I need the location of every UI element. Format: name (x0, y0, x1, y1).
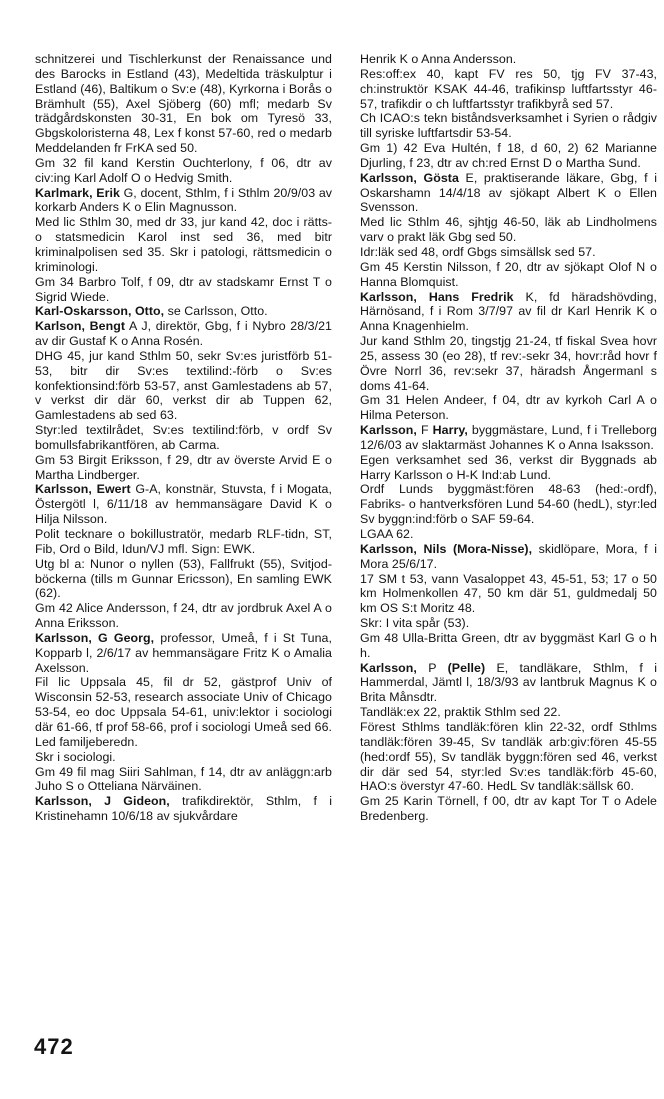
entry-paragraph (360, 111, 657, 141)
entry-text: schnitzerei und Tischlerkunst der Renaissance und des Barocks in Estland (43), Medeltida träskulptur i Estland (46), Baltikum o Sv:e (48), Kyrkorna i Borås o Brämhult (55), Axel Sjöberg (60) mfl; medarb Sv trädgårdskonsten 30-31, En bok om Tyresö 33, Gbgskoloristerna 48, Lex f konst 57-60, red o medarb Meddelanden fr FrKA sed 50. (35, 52, 332, 156)
entry-text: Ch ICAO:s tekn biståndsverksamhet i Syrien o rådgiv till syriske luftfartsdir 53-54. (360, 111, 657, 141)
entry-paragraph (35, 675, 332, 749)
entry-text: Skr: I vita spår (53). (360, 616, 470, 631)
entry-name: Karlsson, Ewert (35, 482, 131, 497)
entry-text: E, praktiserande läkare, Gbg, f i Oskarshamn 14/4/18 av sjökapt Albert K o Ellen Svensson. (360, 170, 658, 215)
entry-text: Med lic Sthlm 46, sjhtjg 46-50, läk ab Lindholmens varv o prakt läk Gbg sed 50. (360, 215, 657, 245)
biography-entry (360, 542, 657, 572)
biography-entry (35, 319, 332, 349)
entry-paragraph (35, 275, 332, 305)
entry-text: trafikdirektör, Sthlm, f i Kristinehamn 10/6/18 av sjukvårdare (35, 794, 333, 824)
page-number: 472 (34, 1034, 74, 1059)
entry-text: Gm 48 Ulla-Britta Green, dtr av byggmäst Karl G o h h. (360, 630, 657, 660)
entry-name: Karlmark, Erik (35, 185, 120, 200)
entry-text: LGAA 62. (360, 527, 414, 541)
entry-name: Karlson, Bengt (35, 319, 126, 334)
entry-text: Utg bl a: Nunor o nyllen (53), Fallfrukt (55), Svitjod-böckerna (tills m Gunnar Ericsson), En samling EWK (62). (35, 556, 332, 601)
entry-paragraph (35, 557, 332, 602)
entry-paragraph (35, 765, 332, 795)
entry-text: E, tandläkare, Sthlm, f i Hammerdal, Jämtl l, 18/3/93 av lantbruk Magnus K o Brita Månsdtr. (360, 660, 657, 705)
entry-paragraph (35, 215, 332, 274)
entry-text: Ordf Lunds byggmäst:fören 48-63 (hed:-ordf), Fabriks- o hantverksfören Lund 54-60 (hedL), styr:led Sv byggn:ind:förb o SAF 59-64. (360, 482, 657, 527)
biography-entry (35, 304, 332, 319)
biography-entry (360, 171, 657, 216)
entry-text: Gm 45 Kerstin Nilsson, f 20, dtr av sjökapt Olof N o Hanna Blomquist. (360, 259, 657, 289)
entry-paragraph (360, 141, 657, 171)
entry-paragraph (35, 423, 332, 453)
entry-text: Gm 49 fil mag Siiri Sahlman, f 14, dtr av anläggn:arb Juho S o Otteliana Närväinen. (35, 764, 332, 794)
entry-text: Gm 25 Karin Törnell, f 00, dtr av kapt Tor T o Adele Bredenberg. (360, 794, 657, 824)
entry-text: Gm 32 fil kand Kerstin Ouchterlony, f 06, dtr av civ:ing Karl Adolf O o Hedvig Smith. (35, 155, 332, 185)
entry-name: Karl-Oskarsson, Otto, (35, 304, 165, 319)
entry-text: Tandläk:ex 22, praktik Sthlm sed 22. (360, 705, 561, 720)
entry-paragraph (35, 527, 332, 557)
biography-entry (35, 186, 332, 216)
biography-entry (35, 794, 332, 824)
entry-text: G-A, konstnär, Stuvsta, f i Mogata, Östergötl l, 6/11/18 av hemmansägare David K o Hilja Nilsson. (35, 482, 332, 527)
entry-paragraph (35, 601, 332, 631)
entry-text: Styr:led textilrådet, Sv:es textilind:förb, v ordf Sv bomullsfabrikantfören, ab Carma. (35, 423, 332, 452)
entry-text: G, docent, Sthlm, f i Sthlm 20/9/03 av korkarb Anders K o Elin Magnusson. (35, 185, 333, 215)
entry-text: F (416, 423, 433, 438)
entry-paragraph (360, 67, 657, 112)
entry-text: professor, Umeå, f i St Tuna, Kopparb l, 2/6/17 av hemmansägare Fritz K o Amalia Axelsson. (35, 630, 332, 675)
entry-name: Karlsson, Gösta (360, 170, 459, 185)
entry-text: P (416, 660, 448, 675)
entry-text: A J, direktör, Gbg, f i Nybro 28/3/21 av dir Gustaf K o Anna Rosén. (35, 319, 333, 349)
entry-paragraph (35, 453, 332, 483)
left-column (35, 52, 332, 824)
entry-paragraph (35, 156, 332, 186)
entry-paragraph (360, 527, 657, 542)
entry-paragraph (35, 750, 332, 765)
entry-paragraph (360, 334, 657, 393)
biography-entry (360, 661, 657, 706)
entry-paragraph (35, 349, 332, 423)
entry-text: Henrik K o Anna Andersson. (360, 52, 517, 66)
biography-entry (360, 423, 657, 453)
entry-text: Skr i sociologi. (35, 749, 116, 764)
biography-entry (35, 482, 332, 527)
entry-paragraph (360, 245, 657, 260)
entry-text: se Carlsson, Otto. (164, 304, 268, 319)
entry-paragraph (360, 215, 657, 245)
entry-name: Karlsson, (360, 423, 417, 438)
entry-text: skidlöpare, Mora, f i Mora 25/6/17. (360, 541, 657, 571)
entry-name: Karlsson, Hans Fredrik (360, 289, 514, 304)
entry-text: Fil lic Uppsala 45, fil dr 52, gästprof Univ of Wisconsin 52-53, research associate Univ of Chicago 53-54, eo doc Uppsala 54-61, univ:lektor i sociologi där 61-66, tf prof 58-66, prof i sociologi Umeå sed 66. Led familjeberedn. (35, 675, 332, 749)
entry-paragraph (360, 720, 657, 794)
entry-name: Karlsson, J Gideon, (35, 794, 170, 809)
entry-paragraph (360, 631, 657, 661)
entry-text: Förest Sthlms tandläk:fören klin 22-32, ordf Sthlms tandläk:fören 39-45, Sv tandläk arb:giv:fören 45-55 (hed:ordf 55), Sv tandläk byggn:fören sed 46, verkst dir där sed 54, styr:led Sv:es tandläk:förb 45-60, HAO:s överstyr 47-60. HedL Sv tandläk:sällsk 60. (360, 719, 657, 794)
entry-name: Karlsson, Nils (Mora-Nisse), (360, 541, 533, 556)
entry-paragraph (360, 572, 657, 617)
entry-text: Jur kand Sthlm 20, tingstjg 21-24, tf fiskal Svea hovr 25, assess 30 (eo 28), tf rev:-sekr 34, hovr:råd hovr f Övre Norrl 36, rev:sekr 37, häradsh Ångermanl s doms 41-64. (360, 334, 657, 393)
entry-name: (Pelle) (447, 660, 486, 675)
entry-text: Gm 31 Helen Andeer, f 04, dtr av kyrkoh Carl A o Hilma Peterson. (360, 393, 657, 423)
entry-paragraph (360, 482, 657, 527)
entry-paragraph (360, 616, 657, 631)
entry-name: Karlsson, (360, 660, 417, 675)
right-column (360, 52, 657, 824)
entry-text: K, fd häradshövding, Härnösand, f i Rom 3/7/97 av fil dr Karl Henrik K o Anna Knagenhielm. (360, 289, 657, 334)
entry-text: Gm 34 Barbro Tolf, f 09, dtr av stadskamr Ernst T o Sigrid Wiede. (35, 274, 332, 304)
biography-entry (360, 290, 657, 335)
entry-name: Karlsson, G Georg, (35, 630, 155, 645)
entry-paragraph (360, 794, 657, 824)
entry-text: Idr:läk sed 48, ordf Gbgs simsällsk sed 57. (360, 244, 596, 259)
biography-entry (35, 631, 332, 676)
entry-name: Harry, (432, 423, 468, 438)
entry-paragraph (35, 52, 332, 156)
entry-text: Polit tecknare o bokillustratör, medarb RLF-tidn, ST, Fib, Ord o Bild, Idun/VJ mfl. Sign: EWK. (35, 527, 332, 556)
entry-paragraph (360, 260, 657, 290)
entry-paragraph (360, 393, 657, 423)
entry-text: Gm 1) 42 Eva Hultén, f 18, d 60, 2) 62 Marianne Djurling, f 23, dtr av ch:red Ernst D o Martha Sund. (360, 141, 657, 170)
entry-paragraph (360, 52, 657, 67)
entry-paragraph (360, 453, 657, 483)
entry-text: Med lic Sthlm 30, med dr 33, jur kand 42, doc i rätts- o statsmedicin Karol inst sed 36, med bitr kriminalpolisen sed 35. Skr i patologi, rättsmedicin o kriminologi. (35, 215, 332, 274)
entry-text: Gm 53 Birgit Eriksson, f 29, dtr av överste Arvid E o Martha Lindberger. (35, 452, 332, 482)
entry-paragraph (360, 705, 657, 720)
entry-text: 17 SM t 53, vann Vasaloppet 43, 45-51, 53; 17 o 50 km Holmenkollen 47, 50 km där 51, guldmedalj 50 km OS S:t Moritz 48. (360, 571, 657, 616)
entry-text: byggmästare, Lund, f i Trelleborg 12/6/03 av slaktarmäst Johannes K o Anna Isaksson. (360, 423, 657, 452)
entry-text: Egen verksamhet sed 36, verkst dir Byggnads ab Harry Karlsson o H-K Ind:ab Lund. (360, 452, 657, 482)
entry-text: DHG 45, jur kand Sthlm 50, sekr Sv:es juristförb 51-53, bitr dir Sv:es textilind:-förb o Sv:es konfektionsind:förb 53-57, anst Gamlestadens ab 57, v verkst dir där 60, verkst dir ab Tuppen 62, Gamlestadens ab sed 63. (35, 348, 332, 423)
entry-text: Res:off:ex 40, kapt FV res 50, tjg FV 37-43, ch:instruktör KSAK 44-46, trafikinsp luftfartsstyr 46-57, trafikdir o ch luftfartsstyr trafikbyrå sed 57. (360, 66, 657, 111)
entry-text: Gm 42 Alice Andersson, f 24, dtr av jordbruk Axel A o Anna Eriksson. (35, 601, 332, 631)
